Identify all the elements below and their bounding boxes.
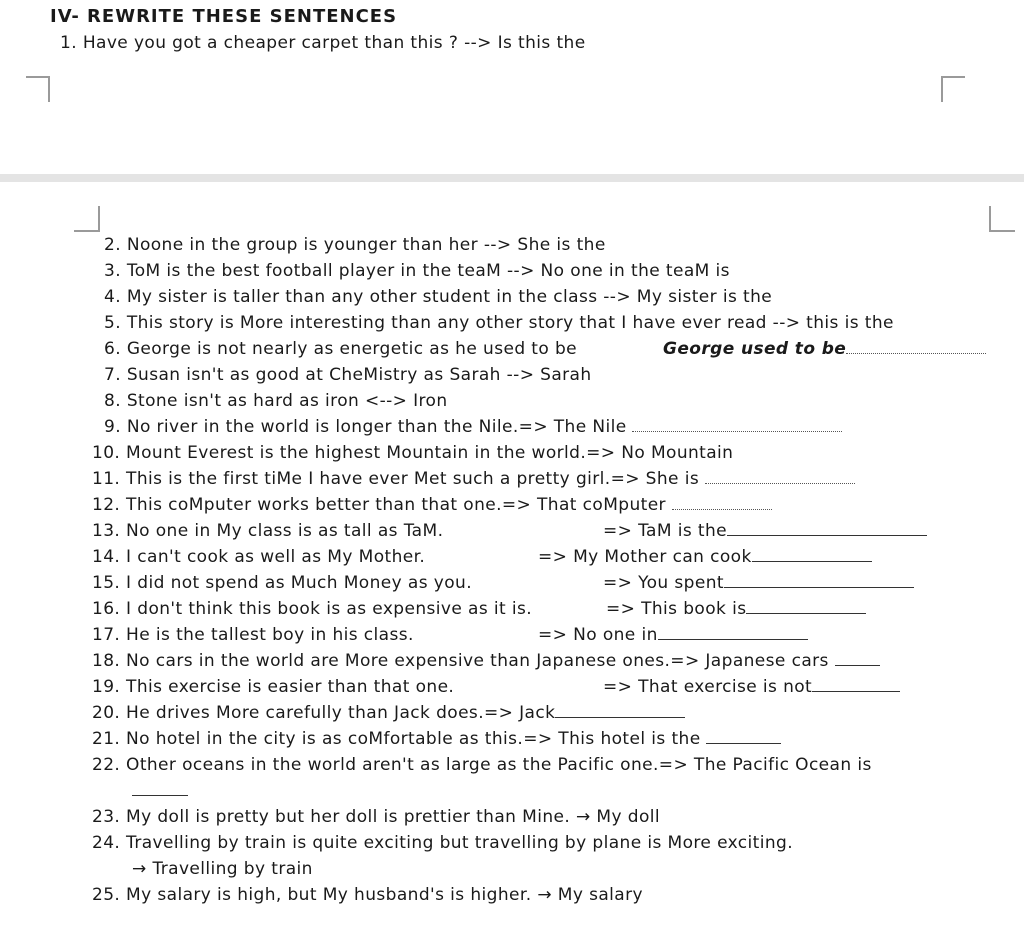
item-21 [92,729,781,749]
item-17: 17. He is the tallest boy in his class. [92,625,414,645]
item-15-answer-text: => You spent [603,573,724,593]
item-22: 22. Other oceans in the world aren't as large as the Pacific one.=> The Pacific Ocean is [92,755,872,775]
item-15-answer [603,573,914,593]
item-14-answer-text: => My Mother can cook [538,547,752,567]
crop-mark-bottom-left [74,206,100,232]
item-20-blank[interactable] [555,703,685,718]
item-13-blank[interactable] [727,521,927,536]
item-18 [92,651,880,671]
item-6-text: 6. George is not nearly as energetic as he used to be [104,339,578,359]
item-16-blank[interactable] [746,599,866,614]
item-25: 25. My salary is high, but My husband's is higher. → My salary [92,885,643,905]
item-14-blank[interactable] [752,547,872,562]
item-6 [104,339,577,359]
item-3: 3. ToM is the best football player in the teaM --> No one in the teaM is [104,261,730,281]
item-22-blank[interactable] [132,781,188,796]
item-19-answer [603,677,900,697]
item-19: 19. This exercise is easier than that one. [92,677,455,697]
item-9 [104,417,842,437]
item-6-answer-text: George used to be [663,339,847,359]
page-break [0,174,1024,182]
item-9-text: 9. No river in the world is longer than the Nile.=> The Nile [104,417,627,437]
item-15-blank[interactable] [724,573,914,588]
item-12 [92,495,772,515]
item-7: 7. Susan isn't as good at CheMistry as Sarah --> Sarah [104,365,592,385]
item-21-text: 21. No hotel in the city is as coMfortable as this.=> This hotel is the [92,729,701,749]
item-5: 5. This story is More interesting than any other story that I have ever read --> this is the [104,313,894,333]
item-14-answer [538,547,872,567]
item-2: 2. Noone in the group is younger than her --> She is the [104,235,606,255]
item-15: 15. I did not spend as Much Money as you. [92,573,473,593]
item-18-text: 18. No cars in the world are More expensive than Japanese ones.=> Japanese cars [92,651,829,671]
item-4: 4. My sister is taller than any other student in the class --> My sister is the [104,287,773,307]
item-20 [92,703,685,723]
item-6-blank[interactable] [846,339,986,354]
item-16-answer [606,599,866,619]
item-11-blank[interactable] [705,469,855,484]
item-9-blank[interactable] [632,417,842,432]
item-16-answer-text: => This book is [606,599,747,619]
item-22-answer-line [132,781,188,801]
item-21-blank[interactable] [706,729,781,744]
item-24: 24. Travelling by train is quite exciting but travelling by plane is More exciting. [92,833,794,853]
item-17-blank[interactable] [658,625,808,640]
item-12-text: 12. This coMputer works better than that one.=> That coMputer [92,495,666,515]
item-24-answer: → Travelling by train [132,859,313,879]
item-23: 23. My doll is pretty but her doll is prettier than Mine. → My doll [92,807,661,827]
crop-mark-top-right [941,76,965,102]
crop-mark-bottom-right [989,206,1015,232]
item-1: 1. Have you got a cheaper carpet than this ? --> Is this the [60,33,586,53]
item-19-blank[interactable] [812,677,900,692]
item-8: 8. Stone isn't as hard as iron <--> Iron [104,391,448,411]
item-12-blank[interactable] [672,495,772,510]
item-14: 14. I can't cook as well as My Mother. [92,547,426,567]
item-13-answer [603,521,927,541]
item-16: 16. I don't think this book is as expensive as it is. [92,599,533,619]
item-20-text: 20. He drives More carefully than Jack does.=> Jack [92,703,556,723]
item-11 [92,469,855,489]
item-17-answer-text: => No one in [538,625,658,645]
item-6-answer [663,339,986,359]
item-13-answer-text: => TaM is the [603,521,728,541]
item-11-text: 11. This is the first tiMe I have ever Met such a pretty girl.=> She is [92,469,700,489]
item-13: 13. No one in My class is as tall as TaM. [92,521,444,541]
item-19-answer-text: => That exercise is not [603,677,813,697]
item-18-blank[interactable] [835,651,880,666]
item-17-answer [538,625,808,645]
section-heading: IV- REWRITE THESE SENTENCES [50,6,398,27]
crop-mark-top-left [26,76,50,102]
item-10: 10. Mount Everest is the highest Mountain in the world.=> No Mountain [92,443,734,463]
